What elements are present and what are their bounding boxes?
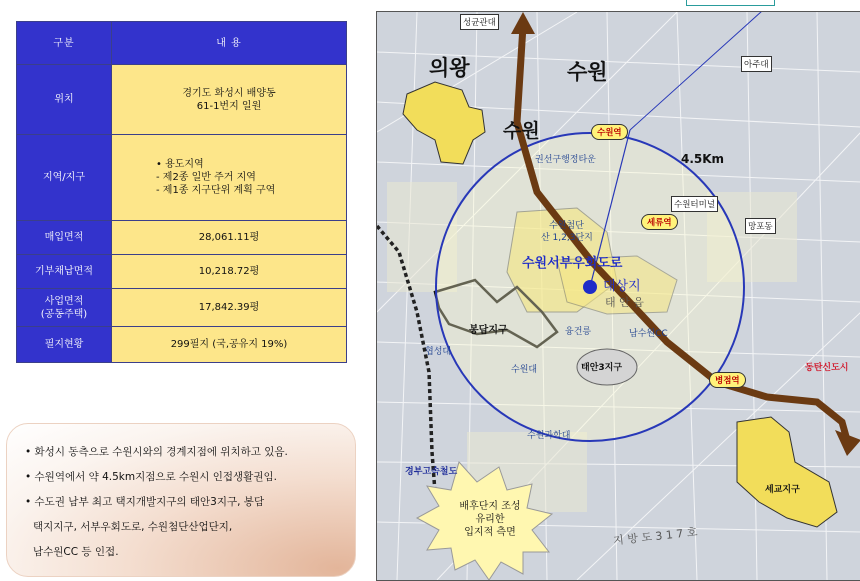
- row-value-purchase-area: 28,061.11평: [112, 221, 347, 255]
- zone-sekyo: [737, 417, 837, 527]
- label-suwon-science: 수원과학대: [527, 431, 571, 441]
- location-line-1: 경기도 화성시 배양동: [182, 87, 276, 99]
- table-header-content: 내 용: [112, 22, 347, 65]
- label-tech-2: 산 1,2,3단지: [541, 233, 593, 243]
- location-map: [376, 11, 860, 581]
- row-value-location: [112, 65, 347, 135]
- table-row: [17, 327, 347, 363]
- row-label-business-area: [17, 289, 112, 327]
- label-yungeon: 융건릉: [565, 327, 592, 337]
- label-ajou: 아주대: [741, 56, 772, 72]
- label-sungkyunkwan: 성균관대: [460, 14, 499, 30]
- location-line-2: 61-1번지 일원: [196, 100, 262, 112]
- zone-line-1: • 용도지역: [156, 159, 204, 170]
- table-row: [17, 65, 347, 135]
- burst-line-3: 입지적 측면: [464, 527, 516, 538]
- label-byeongjeom: 병점역: [709, 372, 746, 388]
- label-site: 대상지: [603, 279, 641, 294]
- label-suwon-station: 수원역: [591, 124, 628, 140]
- summary-bullet-3-cont: 택지지구, 서부우회도로, 수원첨단산업단지,: [33, 521, 233, 533]
- zone-line-3: - 제1종 지구단위 계획 구역: [156, 185, 276, 196]
- row-value-donation-area: 10,218.72평: [112, 255, 347, 289]
- site-marker: [583, 280, 597, 294]
- label-gu-office: 권선구행정타운: [535, 155, 596, 165]
- summary-bullet-2: • 수원역에서 약 4.5km지점으로 수원시 인접생활권임.: [25, 471, 277, 483]
- burst-line-1: 배후단지 조성: [459, 501, 521, 512]
- row-value-parcels: 299필지 (국,공유지 19%): [112, 327, 347, 363]
- row-label-zone: 지역/지구: [17, 135, 112, 221]
- project-info-table: [16, 21, 347, 363]
- table-row: [17, 255, 347, 289]
- row-value-business-area: 17,842.39평: [112, 289, 347, 327]
- zone-uiwang: [403, 82, 485, 164]
- label-suwon-area: 수원: [503, 120, 540, 142]
- label-seryu-station: 세류역: [641, 214, 678, 230]
- label-gyeongbu: 경부고속철도: [405, 467, 458, 477]
- label-nam-suwon-cc: 남수원CC: [629, 329, 668, 339]
- table-row: [17, 135, 347, 221]
- business-area-label-1: 사업면적: [44, 295, 84, 307]
- row-label-donation-area: 기부채납면적: [17, 255, 112, 289]
- label-tech-1: 수원첨단: [549, 221, 584, 231]
- label-suwondae: 수원대: [511, 365, 538, 375]
- business-area-label-2: (공동주택): [40, 308, 88, 320]
- label-suwon-city: 수원: [567, 60, 608, 84]
- summary-box: [6, 423, 356, 577]
- label-hyeopseongdae: 협성대: [425, 347, 452, 357]
- row-label-purchase-area: 매입면적: [17, 221, 112, 255]
- summary-bullet-3-cont2: 남수원CC 등 인접.: [33, 546, 119, 558]
- table-header-category: 구분: [17, 22, 112, 65]
- label-suwon-terminal: 수원터미널: [671, 196, 718, 212]
- label-mangpo: 망포동: [745, 218, 776, 234]
- zone-line-2: - 제2종 일반 주거 지역: [156, 172, 256, 183]
- summary-bullet-1: • 화성시 동측으로 수원시와의 경계지점에 위치하고 있음.: [25, 446, 288, 458]
- label-jibang: 지 방 도 3 1 7 호: [612, 525, 698, 548]
- label-taean: 태 안 읍: [605, 296, 644, 309]
- label-uiwang: 의왕: [429, 56, 470, 80]
- row-label-location: 위치: [17, 65, 112, 135]
- label-distance: 4.5Km: [681, 152, 725, 166]
- summary-bullet-3: • 수도권 남부 최고 택지개발지구의 태안3지구, 봉담: [25, 496, 265, 508]
- table-row: [17, 221, 347, 255]
- corner-callout-box: [686, 0, 775, 6]
- burst-text: [443, 500, 537, 539]
- label-sekyo: 세교지구: [765, 485, 800, 495]
- burst-line-2: 유리한: [475, 514, 505, 525]
- label-taean3: 태안3지구: [581, 363, 623, 373]
- road-arrow-head-north: [511, 12, 535, 34]
- label-western-bypass: 수원서부우회도로: [522, 256, 623, 271]
- label-dongtan: 동탄신도시: [805, 363, 849, 373]
- row-value-zone: [112, 135, 347, 221]
- label-bongdam: 봉담지구: [469, 325, 508, 336]
- row-label-parcels: 필지현황: [17, 327, 112, 363]
- table-row: [17, 289, 347, 327]
